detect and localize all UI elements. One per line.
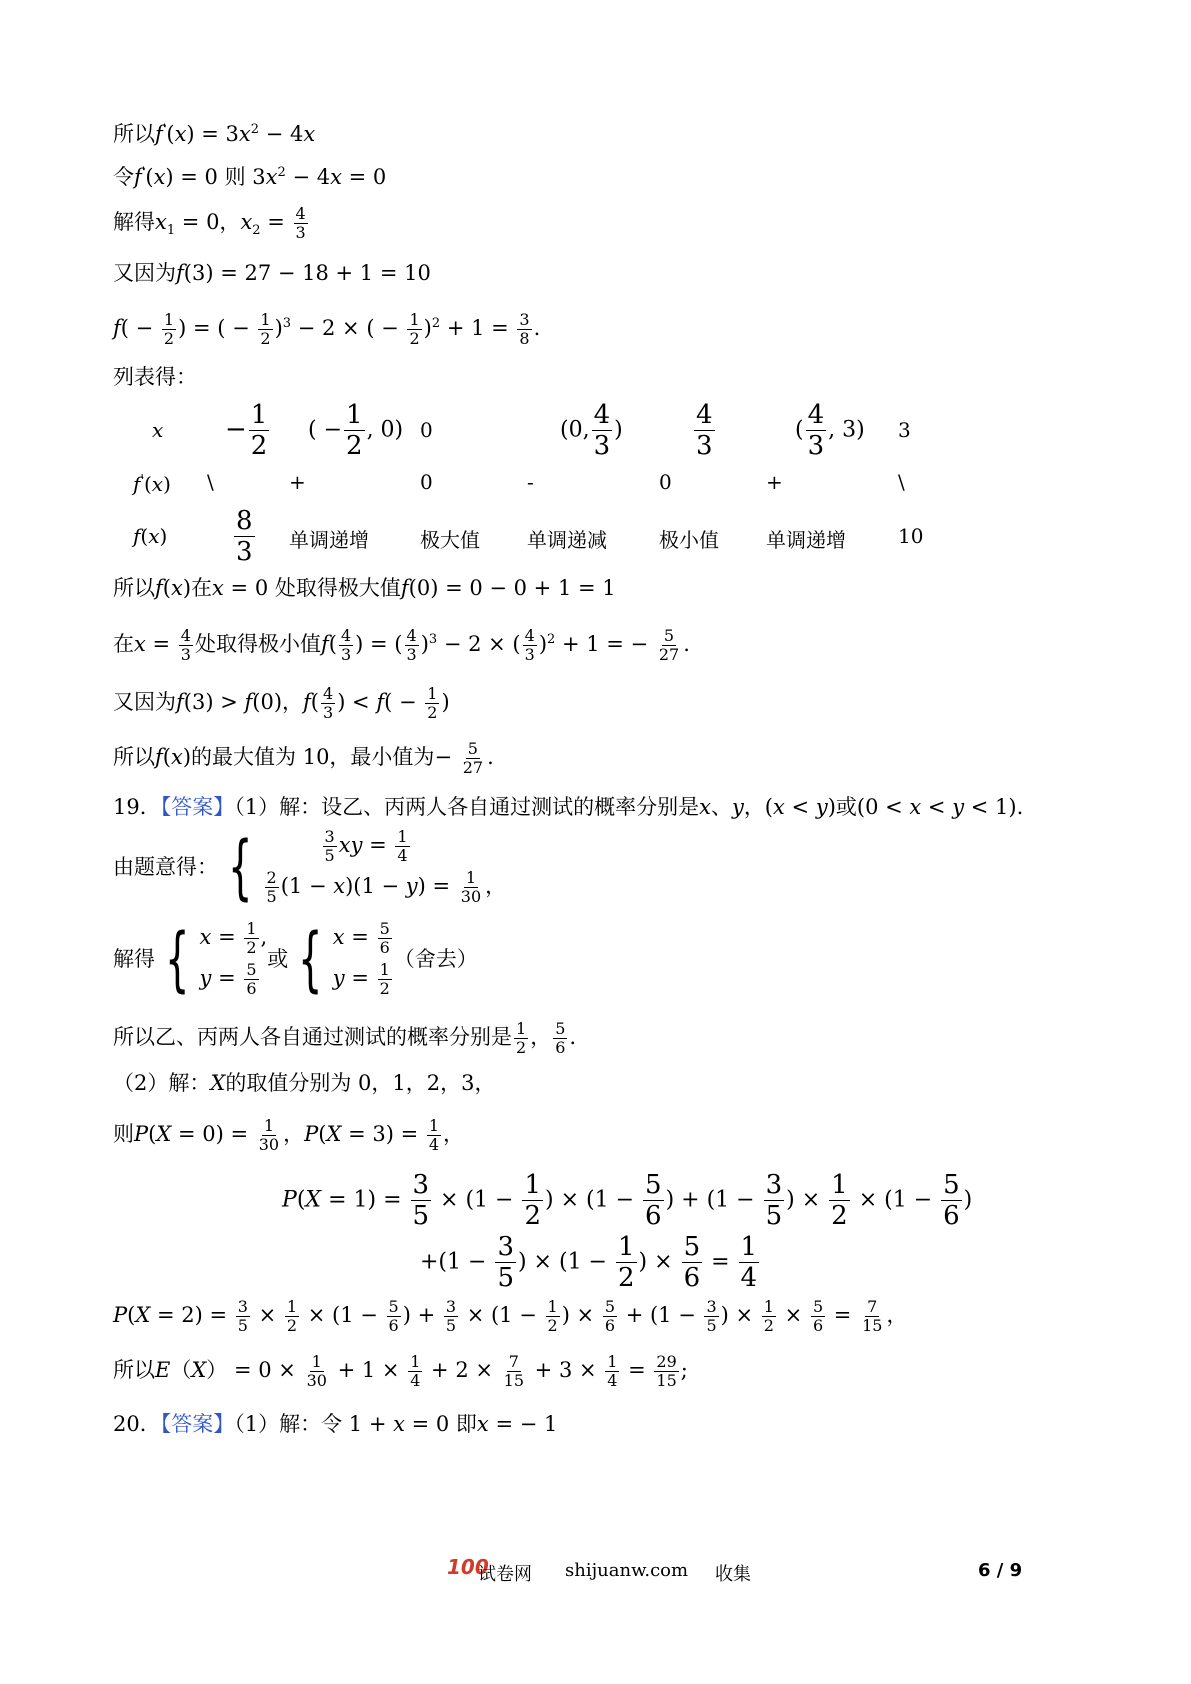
text: 则 [224,165,246,189]
text: （舍去） [393,947,478,971]
table-cell: ( $\frac{4}{3}$ , 3) [795,400,865,461]
text: 所以 [113,745,155,769]
table-cell: 0 [420,470,433,494]
table-row-label-x: x [152,418,164,442]
table-cell: \ [207,470,214,494]
question-number: 20． [113,1412,161,1436]
table-cell: + [766,470,783,494]
line-min-value: 在x = $\frac{4}{3}$ 处取得极小值f( $\frac{4}{3}$ ) = ( $\frac{4}{3}$ )$^3$ − 2 × ( $\frac{4}{3}$ )$^2$ + 1 = − $\frac{5}{27}$ . [113,626,690,664]
table-cell: 0 [420,418,433,442]
text: 或 [267,947,289,971]
line-probabilities: 所以乙、丙两人各自通过测试的概率分别是 $\frac{1}{2}$ ， $\frac{5}{6}$ . [113,1019,577,1057]
text: 令 [113,165,134,189]
table-cell: $\frac{4}{3}$ [696,400,713,461]
table-cell: 3 [898,418,911,442]
text: 所以 [113,122,155,146]
table-row-label-f: f(x) [133,524,168,548]
text: 的最大值为 10，最小值为 [191,745,435,769]
text: （1）解：设乙、丙两人各自通过测试的概率分别是 [234,795,700,819]
table-row-label-fprime: f'(x) [133,472,171,496]
footer-collect: 收集 [715,1564,751,1585]
text: 解得 [113,947,155,971]
table-cell: − $\frac{1}{2}$ [225,400,268,461]
text: 所以 [113,1358,155,1382]
table-cell: 极大值 [420,528,480,552]
text: 所以乙、丙两人各自通过测试的概率分别是 [113,1025,512,1049]
answer-label: 【答案】 [160,795,235,819]
table-cell: ( − $\frac{1}{2}$ , 0) [308,400,404,461]
line-part2: （2）解：X的取值分别为 0，1，2，3， [113,1071,496,1095]
question-19: 19．【答案】（1）解：设乙、丙两人各自通过测试的概率分别是x、y，(x < y)或(0 < x < y < 1). [113,795,1024,819]
table-cell: $\frac{8}{3}$ [236,506,253,567]
text: 处取得极小值 [194,632,321,656]
footer-site-name: 试卷网 [478,1564,532,1585]
page-number: 6 / 9 [978,1560,1023,1581]
table-cell: 单调递增 [766,528,846,552]
question-20: 20．【答案】（1）解：令 1 + x = 0 即x = − 1 [113,1412,558,1436]
answer-label: 【答案】 [160,1412,235,1436]
line-expectation: 所以E（X） = 0 × $\frac{1}{30}$ + 1 × $\frac{1}{4}$ + 2 × $\frac{7}{15}$ + 3 × $\frac{1}{4}$ = $\frac{29}{15}$ ; [113,1352,688,1390]
text: 又因为 [113,261,176,285]
table-cell: 单调递减 [527,528,607,552]
table-cell: + [289,470,306,494]
table-cell: - [527,470,534,494]
line-system: 由题意得： { $\frac{3}{5}$ xy = $\frac{1}{4}$ $\frac{2}{5}$ (1 − x)(1 − y) = $\frac{1}{30}$ ， [113,826,507,908]
line-solve-system: 解得 { x = $\frac{1}{2}$ , y = $\frac{5}{6}$ 或 { x = $\frac{5}{6}$ y = $\frac{1}{2}$ （舍去） [113,918,478,1000]
text: 即 [455,1412,477,1436]
line-px1-part1: P(X = 1) = $\frac{3}{5}$ × (1 − $\frac{1}{2}$ ) × (1 − $\frac{5}{6}$ ) + (1 − $\frac{3}{5}$ ) × $\frac{1}{2}$ × (1 − $\frac{5}{6}$ ) [282,1170,973,1231]
footer-url[interactable]: shijuanw.com [565,1560,689,1581]
table-cell: \ [898,470,905,494]
line-conclusion: 所以f(x)的最大值为 10，最小值为− $\frac{5}{27}$ . [113,739,494,777]
table-cell: (0, $\frac{4}{3}$ ) [560,400,623,461]
line-compare: 又因为f(3) > f(0)，f( $\frac{4}{3}$ ) < f( − $\frac{1}{2}$ ) [113,684,450,722]
line-table-intro: 列表得： [113,365,197,389]
line-solutions: 解得$x_1 = 0$，$x_2$ = $\frac{4}{3}$ [113,204,306,242]
line-px2: P(X = 2) = $\frac{3}{5}$ × $\frac{1}{2}$ × (1 − $\frac{5}{6}$ ) + $\frac{3}{5}$ × (1 − $\frac{1}{2}$ ) × $\frac{5}{6}$ + (1 − $\frac{3}{5}$ ) × $\frac{1}{2}$ × $\frac{5}{6}$ = $\frac{7}{15}$ ， [113,1297,908,1335]
text: 则 [113,1122,134,1146]
line-f-neg-half: f( − $\frac{1}{2}$ ) = ( − $\frac{1}{2}$ )$^3$ − 2 × ( − $\frac{1}{2}$ )$^2$ + 1 = $\frac{3}{8}$ . [113,310,541,348]
text: 的取值分别为 0，1，2，3， [225,1071,496,1095]
text: 或 [835,795,857,819]
site-logo: 100 [447,1555,489,1579]
line-px1-part2: +(1 − $\frac{3}{5}$ ) × (1 − $\frac{1}{2}$ ) × $\frac{5}{6}$ = $\frac{1}{4}$ [420,1232,758,1293]
line-px0-px3: 则P(X = 0) = $\frac{1}{30}$ ，P(X = 3) = $\frac{1}{4}$ ， [113,1116,465,1154]
text: （2）解： [113,1071,211,1095]
table-cell: 0 [659,470,672,494]
text: （1）解：令 [234,1412,343,1436]
line-derivative: 所以$f'(x) = 3x^2 - 4x$ [113,122,316,146]
text: 又因为 [113,690,176,714]
text: 在 [191,576,213,600]
text: 解得 [113,210,155,234]
line-set-zero: 令f'(x) = 0 则 $3x^2 - 4x = 0$ [113,165,387,189]
table-cell: 极小值 [659,528,719,552]
text: 所以 [113,576,155,600]
line-f3: 又因为f(3) = 27 − 18 + 1 = 10 [113,261,431,285]
line-max-value: 所以f(x)在x = 0 处取得极大值f(0) = 0 − 0 + 1 = 1 [113,576,616,600]
table-cell: 单调递增 [289,528,369,552]
text: 在 [113,632,134,656]
text: 处取得极大值 [274,576,401,600]
question-number: 19． [113,795,161,819]
text: 由题意得： [113,855,218,879]
table-cell: 10 [898,524,924,548]
